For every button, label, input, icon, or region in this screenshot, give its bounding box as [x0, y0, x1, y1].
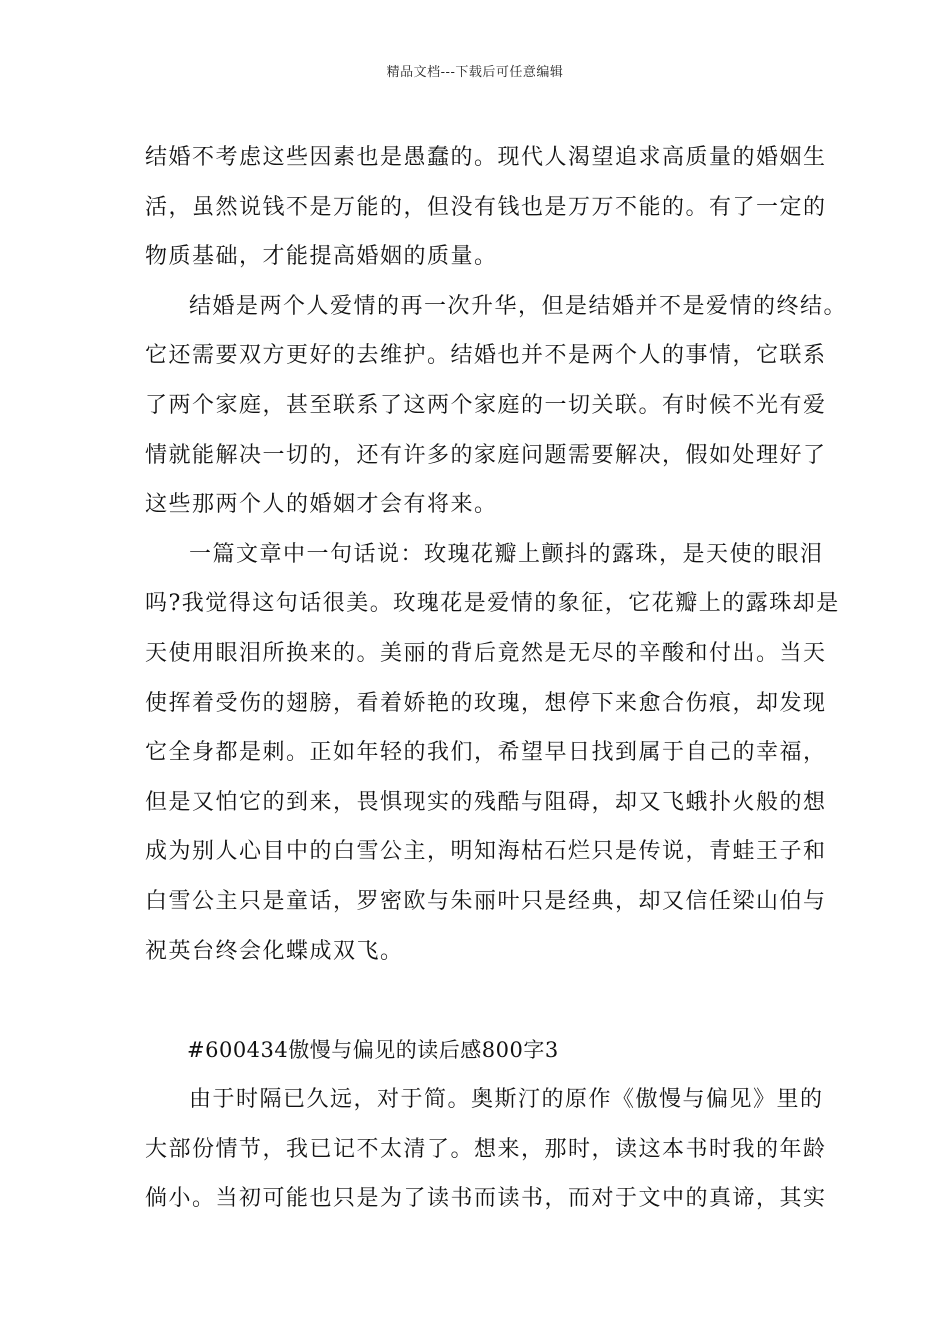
text-line: 倘小。当初可能也只是为了读书而读书，而对于文中的真谛，其实	[145, 1186, 827, 1212]
text-line: 成为别人心目中的白雪公主，明知海枯石烂只是传说，青蛙王子和	[145, 839, 827, 865]
paragraph-3	[145, 530, 840, 976]
text-line: 结婚不考虑这些因素也是愚蠢的。现代人渴望追求高质量的婚姻生	[145, 145, 827, 170]
text-line: 活，虽然说钱不是万能的，但没有钱也是万万不能的。有了一定的	[145, 194, 827, 220]
paragraph-1	[145, 133, 825, 282]
page-header: 精品文档---下载后可任意编辑	[386, 65, 564, 80]
text-line: 白雪公主只是童话，罗密欧与朱丽叶只是经典，却又信任梁山伯与	[145, 888, 827, 914]
text-line: 吗?我觉得这句话很美。玫瑰花是爱情的象征，它花瓣上的露珠却是	[145, 591, 840, 617]
text-line: 大部份情节，我已记不太清了。想来，那时，读这本书时我的年龄	[145, 1136, 827, 1162]
text-line: 祝英台终会化蝶成双飞。	[145, 938, 404, 964]
section-heading: #600434傲慢与偏见的读后感800字3	[187, 1037, 559, 1062]
paragraph-spacer	[145, 976, 825, 1026]
paragraph-2	[145, 282, 848, 530]
text-line: 情就能解决一切的，还有许多的家庭问题需要解决，假如处理好了	[145, 442, 827, 468]
text-line: 它还需要双方更好的去维护。结婚也并不是两个人的事情，它联系	[145, 343, 827, 369]
text-line: 了两个家庭，甚至联系了这两个家庭的一切关联。有时候不光有爱	[145, 392, 827, 418]
text-line: 结婚是两个人爱情的再一次升华，但是结婚并不是爱情的终结。	[189, 293, 848, 319]
text-line: 但是又怕它的到来，畏惧现实的残酷与阻碍，却又飞蛾扑火般的想	[145, 789, 827, 815]
text-line: 一篇文章中一句话说：玫瑰花瓣上颤抖的露珠，是天使的眼泪	[189, 541, 824, 567]
text-line: 物质基础，才能提高婚姻的质量。	[145, 244, 498, 270]
paragraph-4	[145, 1075, 825, 1224]
text-line: 它全身都是刺。正如年轻的我们，希望早日找到属于自己的幸福，	[145, 740, 827, 766]
text-line: 使挥着受伤的翅膀，看着娇艳的玫瑰，想停下来愈合伤痕，却发现	[145, 690, 827, 716]
text-line: 这些那两个人的婚姻才会有将来。	[145, 492, 498, 518]
text-line: 天使用眼泪所换来的。美丽的背后竟然是无尽的辛酸和付出。当天	[145, 640, 827, 666]
document-body	[145, 133, 848, 1224]
text-line: 由于时隔已久远，对于简。奥斯汀的原作《傲慢与偏见》里的	[189, 1087, 824, 1113]
